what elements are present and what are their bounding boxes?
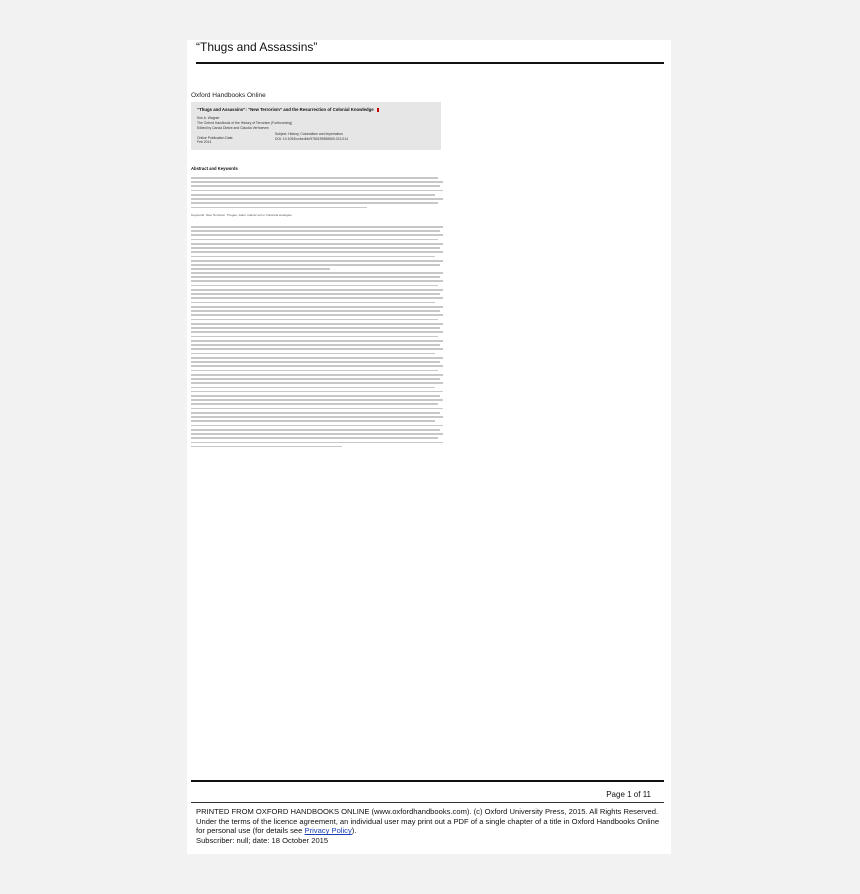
body-paragraph: [191, 226, 443, 273]
citation-box: [191, 102, 441, 150]
title-rule: [196, 62, 664, 64]
publication-date: Online Publication Date: Feb 2014: [197, 136, 234, 144]
doi-line: DOI: 10.1093/oxfordhb/9780199858569.013.014: [275, 137, 348, 141]
footer-rule: [191, 802, 664, 803]
subject-line: Subject: History, Colonialism and Imperialism: [275, 132, 343, 136]
document-title: “Thugs and Assassins”: [196, 40, 318, 54]
print-footer: [196, 807, 666, 845]
document-page: [187, 40, 671, 854]
subscriber-line: Subscriber: null; date: 18 October 2015: [196, 835, 329, 845]
abstract-paragraph: [191, 177, 443, 211]
book-title: The Oxford Handbook of the History of Terrorism (Forthcoming): [197, 121, 293, 125]
author-name: Kim A. Wagner: [197, 116, 220, 120]
body-paragraph: [191, 323, 443, 450]
privacy-policy-link[interactable]: Privacy Policy: [304, 826, 352, 836]
footer-punctuation: ).: [351, 826, 357, 836]
bookmark-icon: [377, 108, 379, 112]
chapter-title: “Thugs and Assassins”: “New Terrorism” and the Resurrection of Colonial Knowledge: [197, 107, 379, 112]
body-paragraph: [191, 272, 443, 327]
keywords-line: Keywords: New Terrorism, Thugee, Islam, Islamic terror, historical analogies: [191, 213, 292, 217]
copyright-notice: PRINTED FROM OXFORD HANDBOOKS ONLINE (www.oxfordhandbooks.com). (c) Oxford University Press, 2015. All Rights Reserved. Under the terms of the licence agreement, an individual user may print out a PDF of a single chapter of a title in Oxford Handbooks Online for personal use (for details see: [196, 807, 660, 836]
page-number: Page 1 of 11: [606, 790, 651, 799]
editors: Edited by Carola Dietze and Claudia Verhoeven: [197, 126, 269, 130]
abstract-heading: Abstract and Keywords: [191, 166, 238, 171]
footer-rule-top: [191, 780, 664, 782]
handbook-label: Oxford Handbooks Online: [191, 92, 266, 99]
